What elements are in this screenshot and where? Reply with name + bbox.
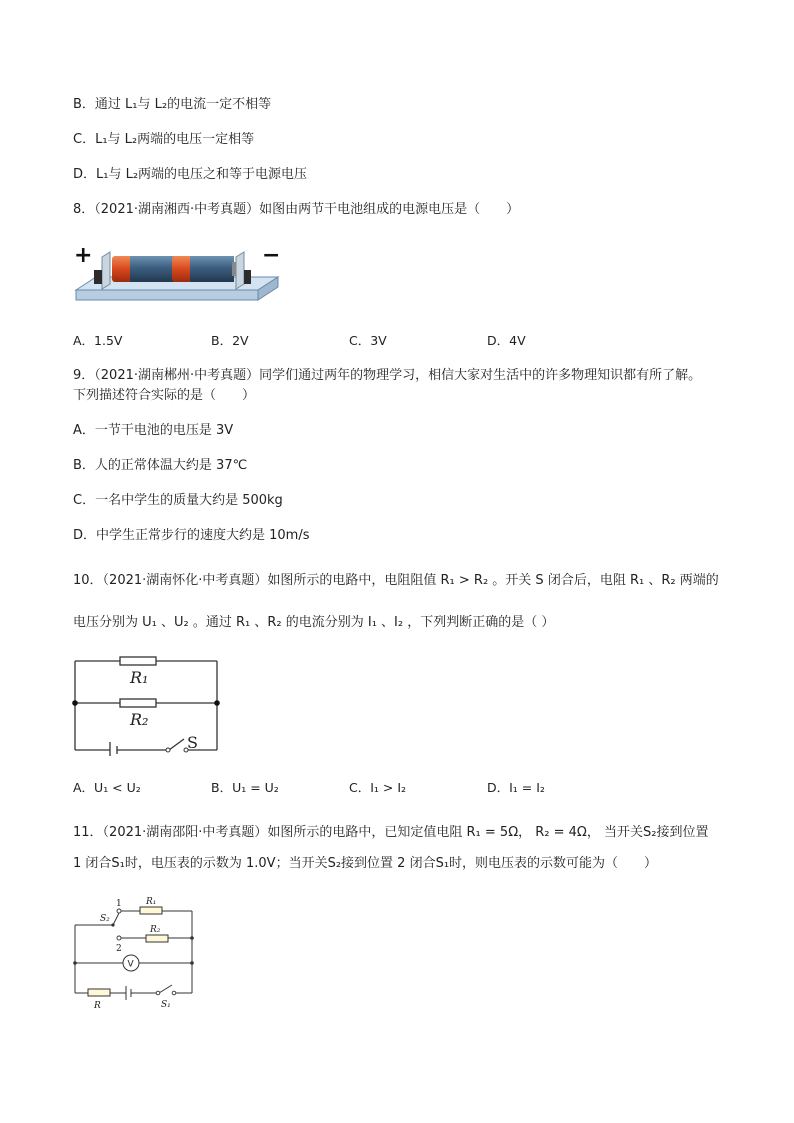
q10-stem-line1: 10．（2021·湖南怀化·中考真题）如图所示的电路中，电阻阻值 R₁ > R₂ 。开关 S 闭合后，电阻 R₁ 、R₂ 两端的 [73, 573, 719, 588]
q11-s2-label: S₂ [100, 914, 110, 924]
plus-terminal-label: + [74, 243, 93, 268]
q11-circuit-diagram [70, 893, 200, 1013]
q8-option-d: D．4V [487, 333, 526, 348]
minus-terminal-label: − [262, 243, 281, 268]
q11-r2-label: R₂ [150, 925, 161, 935]
q11-r-label: R [94, 1001, 101, 1011]
q11-s1-label: S₁ [161, 1000, 171, 1010]
q11-stem-line2: 1 闭合S₁时，电压表的示数为 1.0V；当开关S₂接到位置 2 闭合S₁时，则电压表的示数可能为（ ） [73, 856, 658, 871]
q10-option-a: A．U₁ < U₂ [73, 780, 141, 795]
q8-option-c: C．3V [349, 333, 387, 348]
q8-option-b: B．2V [211, 333, 249, 348]
q9-option-c: C．一名中学生的质量大约是 500kg [73, 493, 283, 508]
q10-switch-label: S [187, 733, 198, 752]
q11-stem-line1: 11．（2021·湖南邵阳·中考真题）如图所示的电路中，已知定值电阻 R₁ = 5Ω， R₂ = 4Ω， 当开关S₂接到位置 [73, 825, 709, 840]
q11-pos1-label: 1 [116, 899, 122, 909]
voltmeter-label: V [127, 959, 134, 970]
q7-option-c: C．L₁与 L₂两端的电压一定相等 [73, 132, 255, 147]
q7-option-d: D．L₁与 L₂两端的电压之和等于电源电压 [73, 167, 308, 182]
q7-option-b: B．通过 L₁与 L₂的电流一定不相等 [73, 97, 272, 112]
q11-pos2-label: 2 [116, 944, 122, 954]
q9-stem-line1: 9．（2021·湖南郴州·中考真题）同学们通过两年的物理学习，相信大家对生活中的许多物理知识都有所了解。 [73, 368, 702, 383]
q10-circuit-diagram [70, 652, 225, 756]
q10-r2-label: R₂ [130, 710, 149, 729]
q8-stem: 8．（2021·湖南湘西·中考真题）如图由两节干电池组成的电源电压是（ ） [73, 202, 520, 217]
battery-figure [72, 240, 282, 306]
q8-option-a: A．1.5V [73, 333, 123, 348]
q9-stem-line2: 下列描述符合实际的是（ ） [73, 388, 256, 403]
q10-stem-line2: 电压分别为 U₁ 、U₂ 。通过 R₁ 、R₂ 的电流分别为 I₁ 、I₂ ，下列判断正确的是（ ） [73, 615, 555, 630]
q9-option-b: B．人的正常体温大约是 37℃ [73, 458, 248, 473]
q9-option-a: A．一节干电池的电压是 3V [73, 423, 234, 438]
q10-option-c: C．I₁ > I₂ [349, 780, 407, 795]
q10-r1-label: R₁ [130, 668, 149, 687]
q11-r1-label: R₁ [146, 897, 157, 907]
q8-options [73, 332, 633, 350]
q10-option-d: D．I₁ = I₂ [487, 780, 545, 795]
q9-option-d: D．中学生正常步行的速度大约是 10m/s [73, 528, 310, 543]
q10-option-b: B．U₁ = U₂ [211, 780, 279, 795]
q10-options [73, 779, 633, 797]
